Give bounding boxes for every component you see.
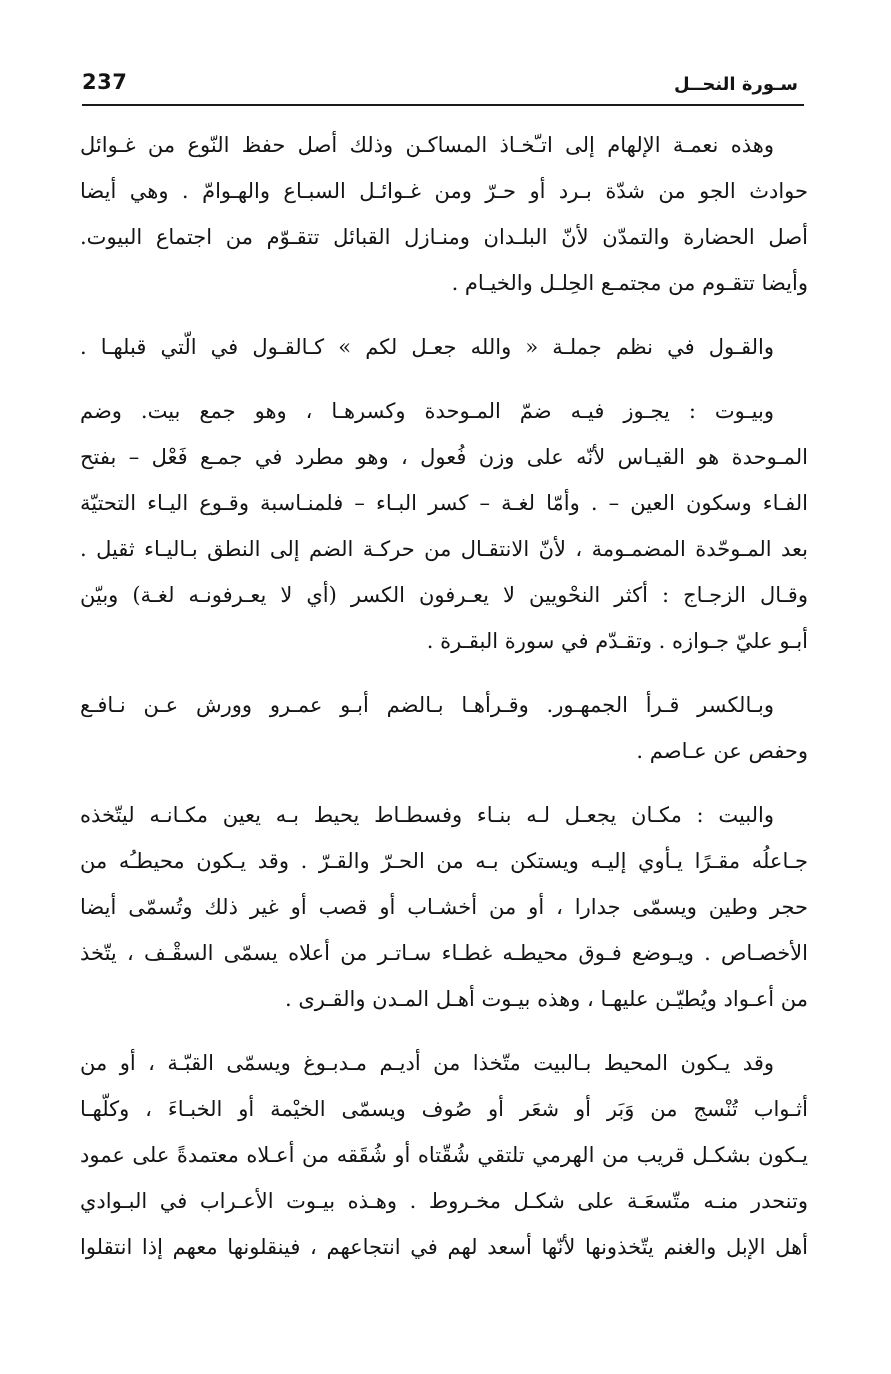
text-line: جـاعلُه مقـرًا يـأوي إليـه ويستكن بـه من الحـرّ والقـرّ . وقد يـكون محيطـُه من — [80, 849, 808, 873]
paragraph — [80, 388, 808, 664]
text-line: وقد يـكون المحيط بـالبيت متّخذا من أديـم مـدبـوغ ويسمّى القبّـة ، أو من — [80, 1051, 774, 1075]
text-line: المـوحدة هو القيـاس لأنّه على وزن فُعول ، وهو مطرد في جمـع فَعْل – بفتح — [80, 445, 808, 469]
text-line: حوادث الجو من شدّة بـرد أو حـرّ ومن غـوائـل السبـاع والهـوامّ . وهي أيضا — [80, 179, 808, 203]
text-line: وهذه نعمـة الإلهام إلى اتـّخـاذ المساكـن وذلك أصل حفظ النّوع من غـوائل — [80, 133, 774, 157]
text-line: وبيـوت : يجـوز فيـه ضمّ المـوحدة وكسرهـا ، وهو جمع بيت. وضم — [80, 399, 774, 423]
page-header — [82, 66, 804, 106]
text-line: والبيت : مكـان يجعـل لـه بنـاء وفسطـاط يحيط بـه يعين مكـانـه ليتّخذه — [80, 803, 774, 827]
text-line: وأيضا تتقـوم من مجتمـع الحِلـل والخيـام . — [451, 271, 808, 295]
paragraph — [80, 122, 808, 306]
text-line: وتنحدر منـه متّسعَـة على شكـل مخـروط . وهـذه بيـوت الأعـراب في البـوادي — [80, 1189, 808, 1213]
paragraph — [80, 324, 808, 370]
body-text — [80, 122, 808, 1288]
text-line: وحفص عن عـاصم . — [636, 739, 808, 763]
text-line: من أعـواد ويُطيّـن عليهـا ، وهذه بيـوت أهـل المـدن والقـرى . — [284, 987, 808, 1011]
text-line: أهل الإبل والغنم يتّخذونها لأنّها أسعد لهم في انتجاعهم ، فينقلونها معهم إذا انتقلوا — [80, 1235, 808, 1259]
text-line: أصل الحضارة والتمدّن لأنّ البلـدان ومنـازل القبائل تتقـوّم من اجتماع البيوت. — [80, 225, 808, 249]
text-line: أبـو عليّ جـوازه . وتقـدّم في سورة البقـرة . — [426, 629, 808, 653]
paragraph — [80, 682, 808, 774]
text-line: حجر وطين ويسمّى جدارا ، أو من أخشـاب أو قصب أو غير ذلك وتُسمّى أيضا — [80, 895, 808, 919]
text-line: وقـال الزجـاج : أكثر النحْويين لا يعـرفون الكسر (أي لا يعـرفونـه لغـة) وبيّن — [80, 583, 808, 607]
text-line: يـكون بشكـل قريب من الهرمي تلتقي شُقّتاه أو شُقَقه من أعـلاه معتمدةً على عمود — [80, 1143, 808, 1167]
text-line: وبـالكسر قـرأ الجمهـور. وقـرأهـا بـالضم أبـو عمـرو وورش عـن نـافـع — [80, 693, 774, 717]
header-rule — [82, 104, 804, 106]
text-line: والقـول في نظم جملـة « والله جعـل لكم » كـالقـول في الّتي قبلهـا . — [80, 335, 774, 359]
text-line: بعد المـوحّدة المضمـومة ، لأنّ الانتقـال من حركـة الضم إلى النطق بـاليـاء ثقيل . — [80, 537, 808, 561]
text-line: الأخصـاص . ويـوضع فـوق محيطـه غطـاء سـاتـر من أعلاه يسمّى السقْـف ، يتّخذ — [80, 941, 808, 965]
text-line: أثـواب تُنْسج من وَبَر أو شعَر أو صُوف ويسمّى الخيْمة أو الخبـاءَ ، وكلّهـا — [80, 1097, 808, 1121]
paragraph — [80, 1040, 808, 1270]
text-line: الفـاء وسكون العين – . وأمّا لغـة – كسر البـاء – فلمنـاسبة وقـوع اليـاء التحتيّة — [80, 491, 808, 515]
page-number: 237 — [82, 70, 128, 94]
paragraph — [80, 792, 808, 1022]
running-title: سـورة النحــل — [673, 74, 798, 95]
